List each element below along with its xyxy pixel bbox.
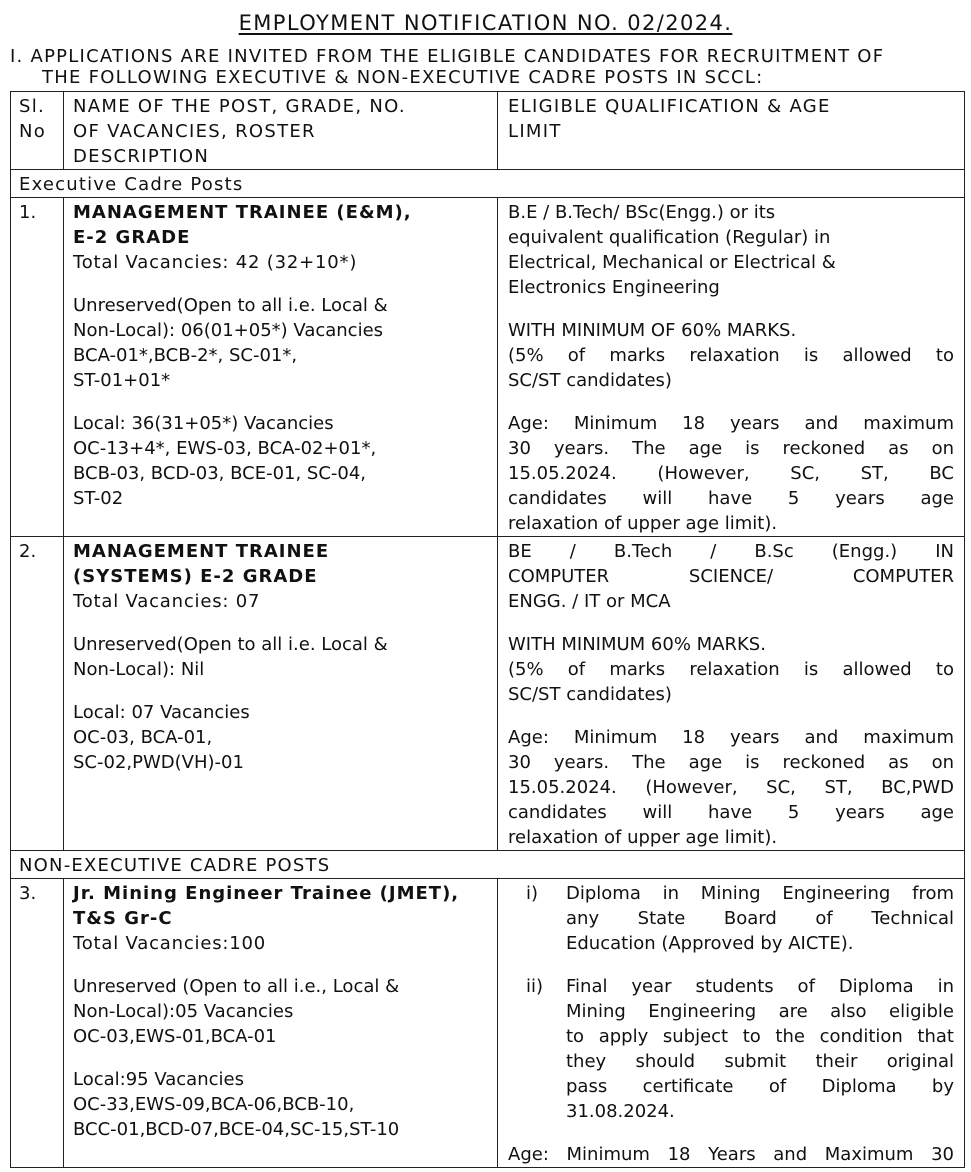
- unreserved-line: BCA-01*,BCB-2*, SC-01*,: [73, 345, 298, 366]
- table-row: [11, 537, 965, 851]
- row-sl-no: 3.: [11, 879, 64, 1168]
- qualification-line: any State Board of Technical: [566, 908, 954, 929]
- section-row-non-executive: [11, 851, 965, 879]
- total-vacancies: Total Vacancies:100: [73, 933, 267, 954]
- row-sl-no: 2.: [11, 537, 64, 851]
- item-number: i): [526, 883, 539, 904]
- section-label-non-executive: NON-EXECUTIVE CADRE POSTS: [11, 851, 965, 879]
- unreserved-line: Unreserved(Open to all i.e. Local &: [73, 634, 388, 655]
- qualification-line: equivalent qualification (Regular) in: [508, 227, 831, 248]
- qualification-line: ENGG. / IT or MCA: [508, 591, 671, 612]
- qualification-line: WITH MINIMUM 60% MARKS.: [508, 634, 766, 655]
- local-line: Local: 36(31+05*) Vacancies: [73, 413, 334, 434]
- qualification-details: [498, 537, 965, 851]
- local-line: ST-02: [73, 488, 124, 509]
- item-number: ii): [526, 976, 544, 997]
- qualification-line: SC/ST candidates): [508, 370, 672, 391]
- unreserved-line: Non-Local):05 Vacancies: [73, 1001, 294, 1022]
- age-line: 30 years. The age is reckoned as on: [508, 438, 954, 459]
- qualification-line: Final year students of Diploma in: [566, 976, 954, 997]
- header-qualification: ELIGIBLE QUALIFICATION & AGE LIMIT: [498, 92, 965, 170]
- qualification-line: Electronics Engineering: [508, 277, 720, 298]
- qualification-line: to apply subject to the condition that: [566, 1026, 954, 1047]
- local-line: Local:95 Vacancies: [73, 1069, 244, 1090]
- intro-line-1: I. APPLICATIONS ARE INVITED FROM THE ELIGIBLE CANDIDATES FOR RECRUITMENT OF: [10, 46, 885, 67]
- local-line: Local: 07 Vacancies: [73, 702, 250, 723]
- post-grade: E-2 GRADE: [73, 227, 191, 248]
- qualification-line: Education (Approved by AICTE).: [566, 933, 854, 954]
- qualification-details: [498, 198, 965, 537]
- qualification-line: pass certificate of Diploma by: [566, 1076, 954, 1097]
- qualification-line: COMPUTER SCIENCE/ COMPUTER: [508, 566, 954, 587]
- post-details: [64, 198, 498, 537]
- post-title: Jr. Mining Engineer Trainee (JMET),: [73, 883, 460, 904]
- post-title: MANAGEMENT TRAINEE: [73, 541, 330, 562]
- age-line: candidates will have 5 years age: [508, 488, 954, 509]
- qualification-item-i: [508, 881, 954, 956]
- local-line: OC-13+4*, EWS-03, BCA-02+01*,: [73, 438, 377, 459]
- post-title: MANAGEMENT TRAINEE (E&M),: [73, 202, 412, 223]
- local-line: OC-33,EWS-09,BCA-06,BCB-10,: [73, 1094, 355, 1115]
- post-details: [64, 879, 498, 1168]
- unreserved-line: Non-Local): 06(01+05*) Vacancies: [73, 320, 384, 341]
- table-header-row: [11, 92, 965, 170]
- local-line: OC-03, BCA-01,: [73, 727, 213, 748]
- qualification-line: they should submit their original: [566, 1051, 954, 1072]
- section-row-executive: [11, 170, 965, 198]
- age-line: 30 years. The age is reckoned as on: [508, 752, 954, 773]
- total-vacancies: Total Vacancies: 07: [73, 591, 261, 612]
- unreserved-line: Unreserved(Open to all i.e. Local &: [73, 295, 388, 316]
- qualification-line: Mining Engineering are also eligible: [566, 1001, 954, 1022]
- age-line: Age: Minimum 18 Years and Maximum 30: [508, 1144, 954, 1165]
- age-line: Age: Minimum 18 years and maximum: [508, 413, 954, 434]
- local-line: SC-02,PWD(VH)-01: [73, 752, 244, 773]
- intro-paragraph: [10, 46, 965, 88]
- qualification-line: (5% of marks relaxation is allowed to: [508, 659, 954, 680]
- local-line: BCC-01,BCD-07,BCE-04,SC-15,ST-10: [73, 1119, 400, 1140]
- intro-line-2: THE FOLLOWING EXECUTIVE & NON-EXECUTIVE CADRE POSTS IN SCCL:: [42, 67, 764, 88]
- local-line: BCB-03, BCD-03, BCE-01, SC-04,: [73, 463, 367, 484]
- table-row: [11, 198, 965, 537]
- section-label-executive: Executive Cadre Posts: [11, 170, 965, 198]
- notification-title: EMPLOYMENT NOTIFICATION NO. 02/2024.: [238, 11, 733, 35]
- post-grade: T&S Gr-C: [73, 908, 173, 929]
- qualification-details: [498, 879, 965, 1168]
- age-line: relaxation of upper age limit).: [508, 827, 778, 848]
- header-sl-no: Sl. No: [11, 92, 64, 170]
- age-line: relaxation of upper age limit).: [508, 513, 778, 534]
- unreserved-line: Unreserved (Open to all i.e., Local &: [73, 976, 400, 997]
- vacancy-table: [10, 91, 965, 1168]
- qualification-line: SC/ST candidates): [508, 684, 672, 705]
- row-sl-no: 1.: [11, 198, 64, 537]
- qualification-item-ii: [508, 974, 954, 1124]
- post-grade: (SYSTEMS) E-2 GRADE: [73, 566, 318, 587]
- age-line: candidates will have 5 years age: [508, 802, 954, 823]
- unreserved-line: Non-Local): Nil: [73, 659, 205, 680]
- unreserved-line: ST-01+01*: [73, 370, 171, 391]
- table-row: [11, 879, 965, 1168]
- header-post-name: NAME OF THE POST, GRADE, NO. OF VACANCIES, ROSTER DESCRIPTION: [64, 92, 498, 170]
- age-line: Age: Minimum 18 years and maximum: [508, 727, 954, 748]
- qualification-line: B.E / B.Tech/ BSc(Engg.) or its: [508, 202, 776, 223]
- qualification-line: WITH MINIMUM OF 60% MARKS.: [508, 320, 797, 341]
- qualification-line: 31.08.2024.: [566, 1101, 675, 1122]
- age-line: 15.05.2024. (However, SC, ST, BC: [508, 463, 954, 484]
- qualification-line: Diploma in Mining Engineering from: [566, 883, 954, 904]
- qualification-line: (5% of marks relaxation is allowed to: [508, 345, 954, 366]
- total-vacancies: Total Vacancies: 42 (32+10*): [73, 252, 358, 273]
- qualification-line: BE / B.Tech / B.Sc (Engg.) IN: [508, 541, 954, 562]
- qualification-line: Electrical, Mechanical or Electrical &: [508, 252, 836, 273]
- unreserved-line: OC-03,EWS-01,BCA-01: [73, 1026, 277, 1047]
- age-line: 15.05.2024. (However, SC, ST, BC,PWD: [508, 777, 954, 798]
- post-details: [64, 537, 498, 851]
